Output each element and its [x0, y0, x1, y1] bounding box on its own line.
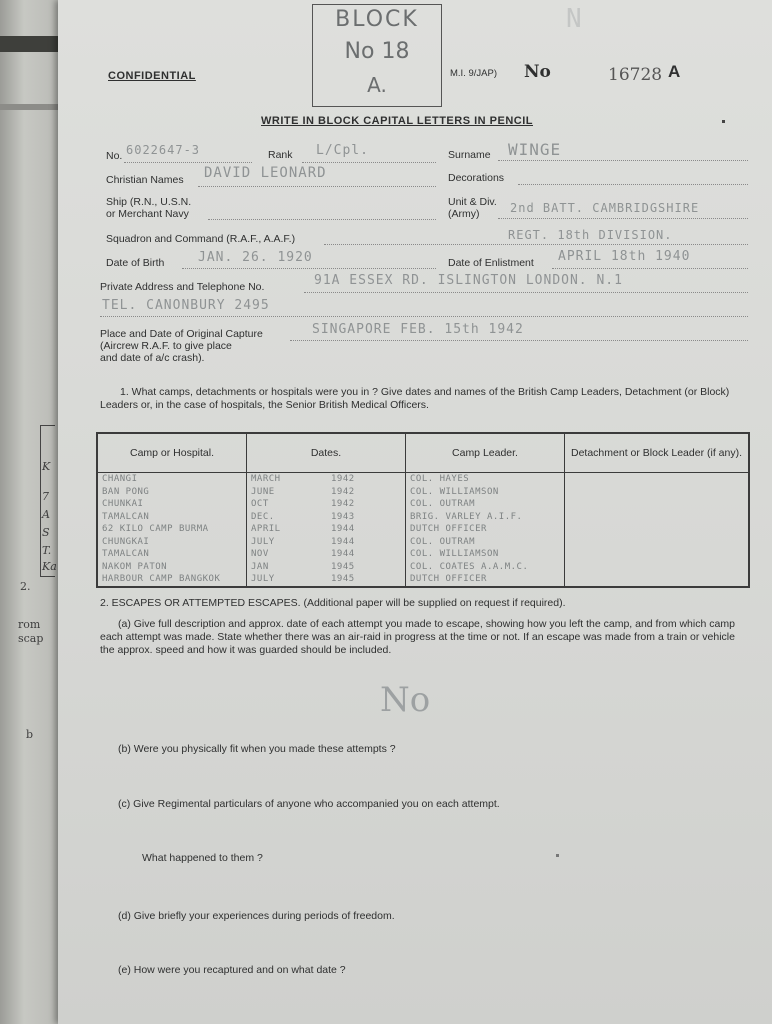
dotted-line [304, 292, 748, 293]
detachment-cell [565, 573, 750, 587]
block-stamp-line: BLOCK [335, 7, 419, 32]
question-2e: (e) How were you recaptured and on what date ? [118, 964, 346, 976]
form-number: 16728 [608, 65, 663, 85]
leader-cell: COL. OUTRAM [406, 536, 565, 549]
under-fragment: b [26, 728, 34, 741]
camp-cell: CHUNGKAI [97, 536, 247, 549]
dates-cell [247, 523, 406, 536]
dates-cell [247, 473, 406, 486]
leader-cell: COL. WILLIAMSON [406, 486, 565, 499]
camp-cell: 62 KILO CAMP BURMA [97, 523, 247, 536]
leader-cell: COL. HAYES [406, 473, 565, 486]
table-row [97, 548, 749, 561]
under-fragment: 7 [42, 490, 49, 503]
date-month: APRIL [251, 524, 281, 535]
camp-cell: BAN PONG [97, 486, 247, 499]
date-month: JUNE [251, 486, 275, 497]
table-header: Camp Leader. [406, 433, 565, 473]
address-label: Private Address and Telephone No. [100, 281, 265, 293]
dotted-line [290, 340, 748, 341]
date-year: 1942 [331, 499, 355, 510]
leader-cell: BRIG. VARLEY A.I.F. [406, 511, 565, 524]
rank-value: L/Cpl. [316, 143, 369, 158]
dotted-line [518, 184, 748, 185]
ink-dot [556, 854, 559, 857]
dotted-line [498, 218, 748, 219]
question-2a: (a) Give full description and approx. date of each attempt you made to escape, showing how you left the camp, and from which camp each attempt was made. State whether there was an air-raid in progress at the time or not. If an escape was made from a train or vehicle the approx. speed and how it was guarded should be included. [100, 618, 735, 656]
under-fragment: 2. [20, 580, 31, 593]
camp-cell: TAMALCAN [97, 511, 247, 524]
camp-cell: CHUNKAI [97, 498, 247, 511]
question-2c: (c) Give Regimental particulars of anyone who accompanied you on each attempt. [118, 798, 500, 810]
date-month: NOV [251, 549, 269, 560]
unit-label: (Army) [448, 208, 480, 220]
decorations-label: Decorations [448, 172, 505, 184]
date-of-birth-value: JAN. 26. 1920 [198, 250, 313, 265]
dates-cell [247, 511, 406, 524]
telephone-value: TEL. CANONBURY 2495 [102, 298, 270, 313]
number-symbol: No [524, 62, 551, 82]
under-fragment: scap [18, 632, 44, 645]
enlistment-value: APRIL 18th 1940 [558, 249, 691, 264]
dotted-line [324, 244, 748, 245]
detachment-cell [565, 536, 750, 549]
instruction-heading: WRITE IN BLOCK CAPITAL LETTERS IN PENCIL [261, 115, 533, 127]
string-tie [0, 104, 62, 110]
corner-mark: N [566, 4, 583, 34]
dotted-line [208, 219, 436, 220]
capture-label: Place and Date of Original Capture [100, 328, 263, 340]
enlistment-label: Date of Enlistment [448, 257, 534, 269]
camps-table-body [97, 473, 749, 587]
dates-cell [247, 498, 406, 511]
detachment-cell [565, 561, 750, 574]
leader-cell: COL. WILLIAMSON [406, 548, 565, 561]
block-stamp-line: No 18 [344, 39, 410, 64]
dotted-line [552, 268, 748, 269]
table-row [97, 573, 749, 587]
unit-value: REGT. 18th DIVISION. [508, 228, 673, 242]
date-of-birth-label: Date of Birth [106, 257, 165, 269]
unit-label: Unit & Div. [448, 196, 497, 208]
dates-cell [247, 486, 406, 499]
table-row [97, 498, 749, 511]
question-2c-followup: What happened to them ? [142, 852, 263, 864]
answer-no: No [380, 680, 431, 720]
table-row [97, 486, 749, 499]
date-year: 1944 [331, 536, 355, 547]
under-fragment: Ka [42, 560, 57, 573]
question-2b: (b) Were you physically fit when you made these attempts ? [118, 743, 396, 755]
table-header: Detachment or Block Leader (if any). [565, 433, 750, 473]
date-month: DEC. [251, 511, 275, 522]
date-month: JULY [251, 536, 275, 547]
ship-label: Ship (R.N., U.S.N. [106, 196, 192, 208]
under-fragment: T. [42, 544, 52, 557]
camp-cell: HARBOUR CAMP BANGKOK [97, 573, 247, 587]
leader-cell: COL. OUTRAM [406, 498, 565, 511]
surname-value: WINGE [508, 140, 562, 159]
date-year: 1945 [331, 561, 355, 572]
binding-strip [0, 36, 62, 52]
dates-cell [247, 536, 406, 549]
detachment-cell [565, 523, 750, 536]
leader-cell: COL. COATES A.A.M.C. [406, 561, 565, 574]
dotted-line [498, 160, 748, 161]
date-month: JAN [251, 561, 269, 572]
form-page [58, 0, 772, 1024]
dotted-line [182, 268, 436, 269]
rank-label: Rank [268, 149, 293, 161]
date-year: 1944 [331, 524, 355, 535]
camps-table [96, 432, 750, 588]
date-year: 1942 [331, 486, 355, 497]
table-row [97, 473, 749, 486]
address-value: 91A ESSEX RD. ISLINGTON LONDON. N.1 [314, 273, 623, 288]
under-fragment: K [42, 460, 51, 473]
under-fragment: A [42, 508, 50, 521]
detachment-cell [565, 511, 750, 524]
table-header: Dates. [247, 433, 406, 473]
table-row [97, 536, 749, 549]
detachment-cell [565, 486, 750, 499]
question-2d: (d) Give briefly your experiences during periods of freedom. [118, 910, 395, 922]
capture-label: (Aircrew R.A.F. to give place [100, 340, 232, 352]
question-2-title: 2. ESCAPES OR ATTEMPTED ESCAPES. (Additional paper will be supplied on request if required). [100, 597, 566, 609]
dotted-line [198, 186, 436, 187]
squadron-label: Squadron and Command (R.A.F., A.A.F.) [106, 233, 296, 245]
camp-cell: TAMALCAN [97, 548, 247, 561]
reference-label: M.I. 9/JAP) [450, 68, 497, 79]
table-header: Camp or Hospital. [97, 433, 247, 473]
date-month: OCT [251, 499, 269, 510]
block-stamp-line: A. [367, 73, 387, 97]
date-month: JULY [251, 574, 275, 585]
table-row [97, 561, 749, 574]
ink-dot [722, 120, 725, 123]
detachment-cell [565, 473, 750, 486]
date-year: 1944 [331, 549, 355, 560]
leader-cell: DUTCH OFFICER [406, 523, 565, 536]
date-year: 1945 [331, 574, 355, 585]
leader-cell: DUTCH OFFICER [406, 573, 565, 587]
under-fragment: rom [18, 618, 41, 631]
camp-cell: CHANGI [97, 473, 247, 486]
date-month: MARCH [251, 474, 281, 485]
question-1: 1. What camps, detachments or hospitals were you in ? Give dates and names of the British Camp Leaders, Detachment (or Block) Leaders or, in the case of hospitals, the Senior British Medical Officers. [100, 386, 730, 411]
dates-cell [247, 573, 406, 587]
detachment-cell [565, 498, 750, 511]
ship-label: or Merchant Navy [106, 208, 189, 220]
no-label: No. [106, 150, 123, 162]
date-year: 1942 [331, 474, 355, 485]
unit-value: 2nd BATT. CAMBRIDGSHIRE [510, 201, 700, 215]
service-number-value: 6022647-3 [126, 143, 201, 157]
surname-label: Surname [448, 149, 491, 161]
dotted-line [124, 162, 252, 163]
dotted-line [302, 162, 436, 163]
detachment-cell [565, 548, 750, 561]
block-stamp [312, 4, 442, 107]
dates-cell [247, 548, 406, 561]
underlying-pages [0, 0, 60, 1024]
under-fragment: S [42, 526, 50, 539]
date-year: 1943 [331, 511, 355, 522]
dotted-line [100, 316, 748, 317]
christian-names-label: Christian Names [106, 174, 184, 186]
capture-value: SINGAPORE FEB. 15th 1942 [312, 322, 524, 337]
camp-cell: NAKOM PATON [97, 561, 247, 574]
form-suffix: A [668, 62, 681, 81]
dates-cell [247, 561, 406, 574]
table-row [97, 523, 749, 536]
table-row [97, 511, 749, 524]
confidential-label: CONFIDENTIAL [108, 70, 196, 82]
capture-label: and date of a/c crash). [100, 352, 205, 364]
christian-names-value: DAVID LEONARD [204, 165, 327, 181]
